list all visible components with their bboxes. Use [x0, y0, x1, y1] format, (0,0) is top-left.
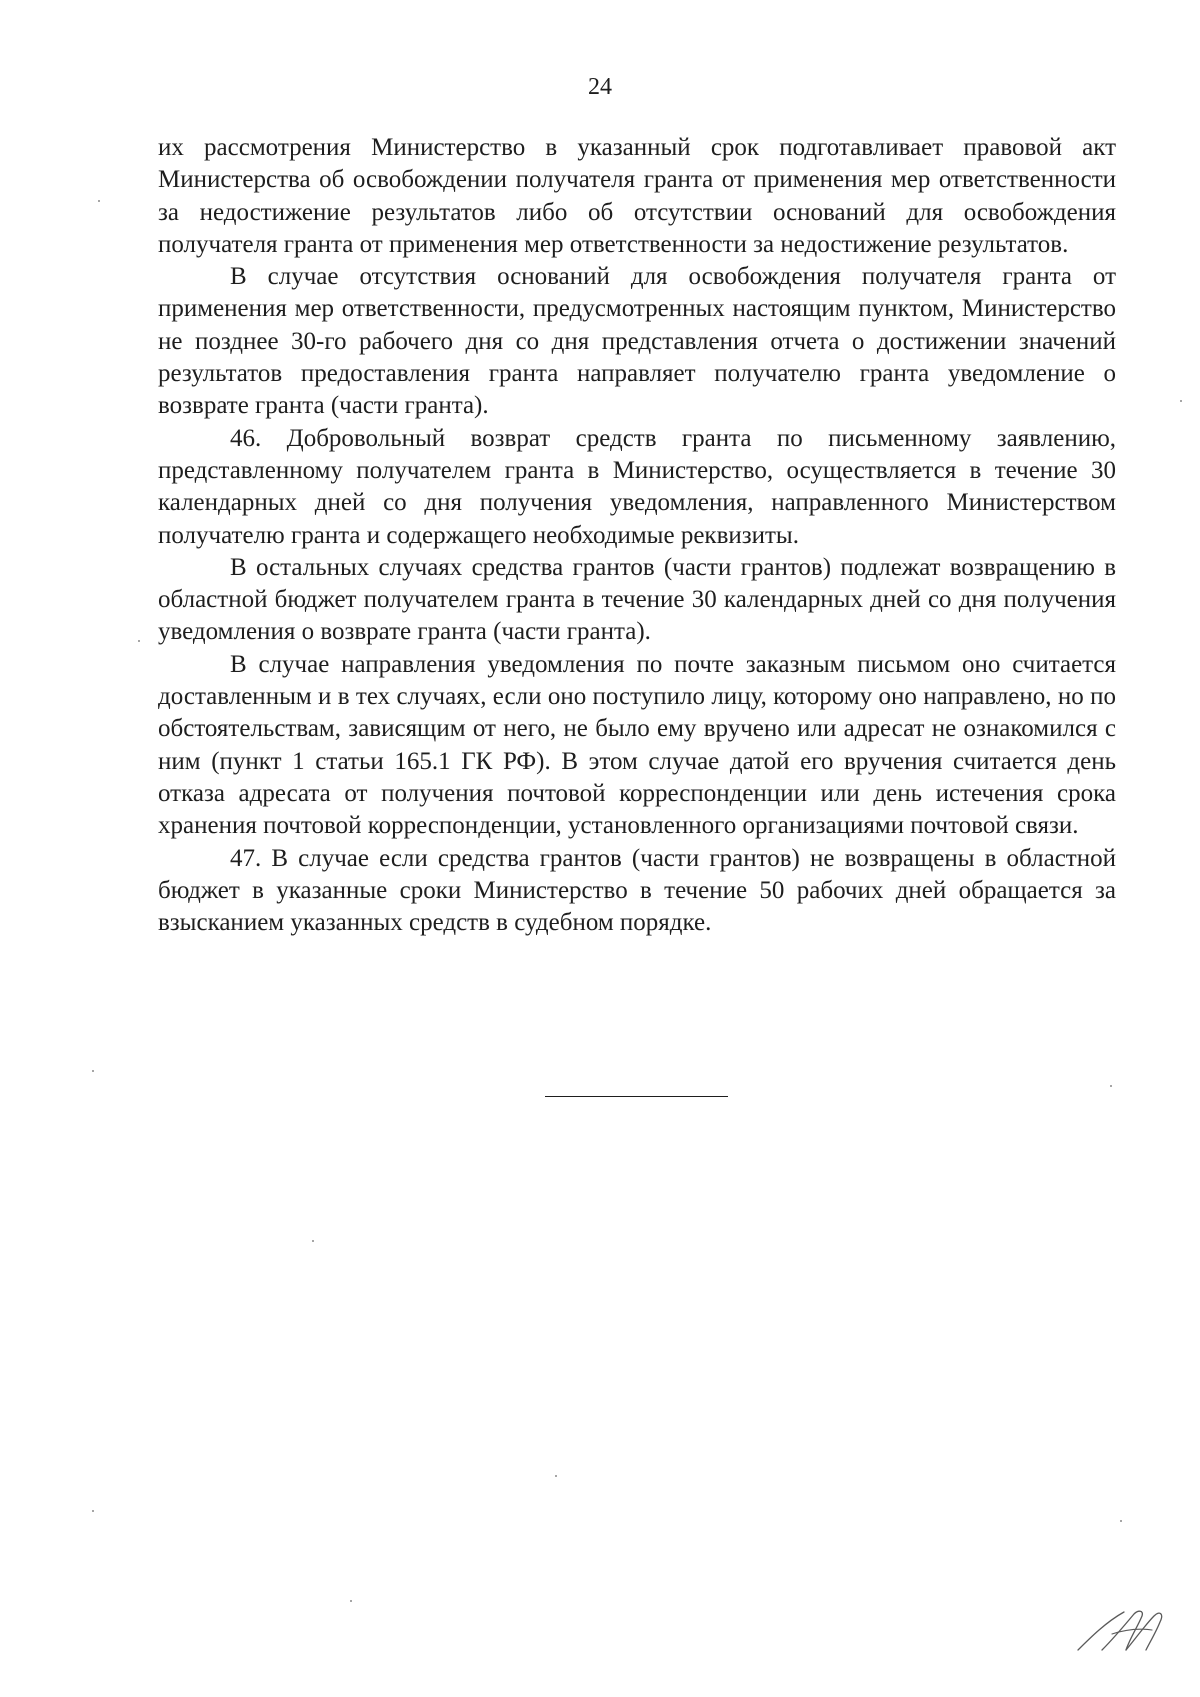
scan-speck: [350, 1600, 352, 1602]
scan-speck: [1180, 400, 1182, 402]
paragraph-mail-notice: В случае направления уведомления по почте заказным письмом оно считается доставленным и в тех случаях, если оно поступило лицу, которому оно направлено, но по обстоятельствам, зависящим от него, не было ему вручено или адресат не ознакомился с ним (пункт 1 статьи 165.1 ГК РФ). В этом случае датой его вручения считается день отказа адресата от получения почтовой корреспонденции или день истечения срока хранения почтовой корреспонденции, установленного организациями почтовой связи.: [158, 650, 1116, 840]
document-body: [158, 132, 1116, 939]
paragraph-clause-47: 47. В случае если средства грантов (части грантов) не возвращены в областной бюджет в указанные сроки Министерство в течение 50 рабочих дней обращается за взысканием указанных средств в судебном порядке.: [158, 844, 1116, 937]
paragraph-clause-46: 46. Добровольный возврат средств гранта по письменному заявлению, представленному получателем гранта в Министерство, осуществляется в течение 30 календарных дней со дня получения уведомления, направленного Министерством получателю гранта и содержащего необходимые реквизиты.: [158, 424, 1116, 549]
scan-speck: [555, 1475, 557, 1477]
scan-speck: [1120, 1520, 1122, 1522]
paragraph-no-grounds: В случае отсутствия оснований для освобождения получателя гранта от применения мер ответственности, предусмотренных настоящим пунктом, Министерство не позднее 30-го рабочего дня со дня представления отчета о достижении значений результатов предоставления гранта направляет получателю гранта уведомление о возврате гранта (части гранта).: [158, 263, 1116, 420]
scan-speck: [312, 1240, 314, 1242]
handwritten-initials-mark: [1072, 1600, 1168, 1656]
paragraph-continuation: их рассмотрения Министерство в указанный срок подготавливает правовой акт Министерства об освобождении получателя гранта от применения мер ответственности за недостижение результатов либо об отсутствии оснований для освобождения получателя гранта от применения мер ответственности за недостижение результатов.: [158, 134, 1116, 258]
scan-speck: [92, 1070, 94, 1072]
scan-speck: [92, 1510, 94, 1512]
scan-speck: [138, 640, 140, 642]
page-number: 24: [588, 74, 612, 100]
scan-speck: [98, 200, 100, 202]
paragraph-other-cases: В остальных случаях средства грантов (части грантов) подлежат возвращению в областной бюджет получателем гранта в течение 30 календарных дней со дня получения уведомления о возврате гранта (части гранта).: [158, 553, 1116, 646]
scan-speck: [1110, 1085, 1112, 1087]
end-of-text-rule: [545, 1096, 728, 1097]
